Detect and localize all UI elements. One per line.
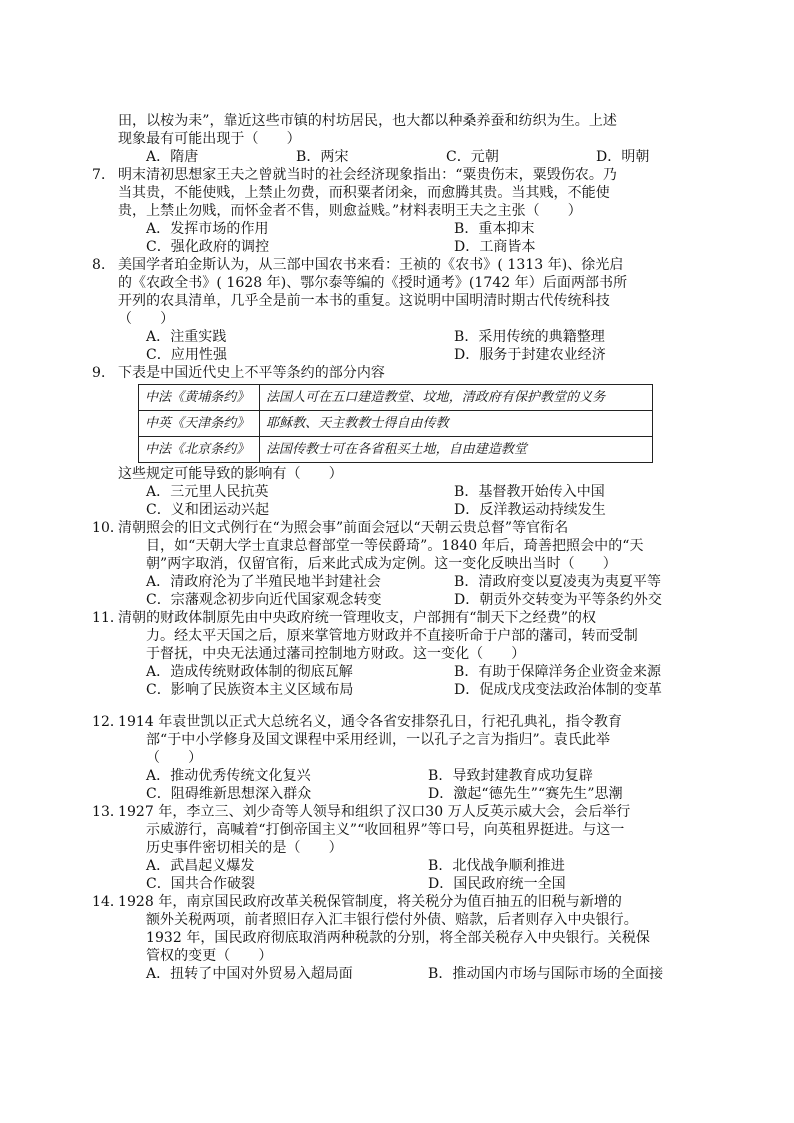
question-13-options — [146, 857, 678, 893]
option-b[interactable]: B．推动国内市场与国际市场的全面接 — [428, 966, 664, 982]
question-11-line-2: 力。经太平天国之后，原来掌管地方财政并不直接听命于户部的藩司，转而受制 — [146, 628, 638, 644]
question-6-continued — [118, 112, 678, 166]
option-d[interactable]: D．明朝 — [596, 149, 650, 165]
option-c[interactable]: C．宗藩观念初步向近代国家观念转变 — [146, 592, 382, 608]
question-11-line-1: 11．清朝的财政体制原先由中央政府统一管理收支，户部拥有“制天下之经费”的权 — [92, 610, 597, 626]
treaty-content: 耶稣教、天主教教士得自由传教 — [260, 411, 653, 437]
treaty-name: 中英《天津条约》 — [139, 411, 260, 437]
question-12-line-3: （ ） — [146, 750, 203, 766]
option-d[interactable]: D．服务于封建农业经济 — [454, 347, 606, 363]
question-number: 11． — [92, 610, 124, 626]
question-8-line-4: （ ） — [118, 311, 175, 327]
question-7-options — [146, 220, 678, 256]
question-6-line-1: 田，以桉为耒”，靠近这些市镇的村坊居民，也大都以种桑养蚕和纺织为生。上述 — [118, 113, 617, 129]
question-number: 13． — [92, 804, 124, 820]
table-row — [139, 437, 653, 463]
question-10-line-2: 目，如“天朝大学士直隶总督部堂一等侯爵琦”。1840 年后，琦善把照会中的“天 — [146, 538, 644, 554]
question-10-line-1: 10．清朝照会的旧文式例行在“为照会事”前面会冠以“天朝云贵总督”等官衔名 — [92, 520, 569, 536]
treaty-name: 中法《北京条约》 — [139, 437, 260, 463]
option-b[interactable]: B．采用传统的典籍整理 — [454, 329, 605, 345]
treaty-table — [138, 384, 653, 463]
option-d[interactable]: D．朝贡外交转变为平等条约外交 — [454, 592, 662, 608]
question-9-after: 这些规定可能导致的影响有（ ） — [118, 466, 343, 482]
question-11 — [92, 609, 678, 699]
option-b[interactable]: B．清政府变以夏凌夷为夷夏平等 — [454, 574, 662, 590]
option-d[interactable]: D．促成戊戌变法政治体制的变革 — [454, 682, 662, 698]
option-d[interactable]: D．国民政府统一全国 — [428, 876, 566, 892]
question-11-line-3: 于督抚，中央无法通过藩司控制地方财政。这一变化（ ） — [146, 646, 526, 662]
question-10-line-3: 朝”两字取消，仅留官衔，后来此式成为定例。这一变化反映出当时（ ） — [146, 556, 617, 572]
option-c[interactable]: C．义和团运动兴起 — [146, 502, 270, 518]
question-14-line-3: 1932 年，国民政府彻底取消两种税款的分别，将全部关税存入中央银行。关税保 — [146, 930, 650, 946]
option-c[interactable]: C．阻碍维新思想深入群众 — [146, 786, 312, 802]
question-12-options — [146, 767, 678, 803]
question-14-line-1: 14．1928 年，南京国民政府改革关税保管制度，将关税分为值百抽五的旧税与新增的 — [92, 894, 622, 910]
question-number: 14． — [92, 894, 124, 910]
question-9 — [92, 364, 678, 519]
question-7-line-2: 当其贵，不能使贱，上禁止勿费，而积粟者闭籴，而愈腾其贵。当其贱，不能使 — [118, 185, 610, 201]
option-a[interactable]: A．注重实践 — [146, 329, 227, 345]
question-number: 10． — [92, 520, 124, 536]
question-7-line-3: 贵，上禁止勿贱，而怀金者不售，则愈益贱。”材料表明王夫之主张（ ） — [118, 203, 582, 219]
question-14-line-4: 管权的变更（ ） — [146, 948, 273, 964]
exam-content — [92, 112, 678, 983]
question-7 — [92, 166, 678, 256]
option-c[interactable]: C．强化政府的调控 — [146, 239, 270, 255]
table-row — [139, 385, 653, 411]
option-b[interactable]: B．两宋 — [296, 149, 349, 165]
option-b[interactable]: B．重本抑末 — [454, 221, 535, 237]
question-11-options — [146, 663, 678, 699]
option-a[interactable]: A．清政府沦为了半殖民地半封建社会 — [146, 574, 381, 590]
question-12-line-1: 12．1914 年袁世凯以正式大总统名义，通令各省安排祭孔日，行祀孔典礼，指令教育 — [92, 714, 622, 730]
question-14-line-2: 额外关税两项，前者照旧存入汇丰银行偿付外债、赔款，后者则存入中央银行。 — [146, 912, 638, 928]
treaty-content: 法国人可在五口建造教堂、坟地，清政府有保护教堂的义务 — [260, 385, 653, 411]
option-a[interactable]: A．造成传统财政体制的彻底瓦解 — [146, 664, 353, 680]
question-6-line-2: 现象最有可能出现于（ ） — [118, 131, 301, 147]
question-14 — [92, 893, 678, 983]
option-b[interactable]: B．有助于保障洋务企业资金来源 — [454, 664, 662, 680]
question-8-line-3: 开列的农具清单，几乎全是前一本书的重复。这说明中国明清时期古代传统科技 — [118, 293, 610, 309]
question-7-line-1: 7． 明末清初思想家王夫之曾就当时的社会经济现象指出：“粟贵伤末，粟毁伤农。乃 — [92, 167, 617, 183]
question-9-line-1: 9． 下表是中国近代史上不平等条约的部分内容 — [92, 365, 385, 381]
question-8-line-1: 8． 美国学者珀金斯认为，从三部中国农书来看：王祯的《农书》( 1313 年)、徐光启 — [92, 257, 624, 273]
table-row — [139, 411, 653, 437]
question-8 — [92, 256, 678, 364]
question-13-line-3: 历史事件密切相关的是（ ） — [146, 840, 343, 856]
spacer — [118, 699, 678, 713]
question-10-options — [146, 573, 678, 609]
treaty-name: 中法《黄埔条约》 — [139, 385, 260, 411]
question-13-line-1: 13．1927 年，李立三、刘少奇等人领导和组织了汉口30 万人反英示威大会，会后举行 — [92, 804, 631, 820]
question-6-options — [146, 148, 678, 166]
option-a[interactable]: A．隋唐 — [146, 149, 199, 165]
option-a[interactable]: A．三元里人民抗英 — [146, 484, 269, 500]
question-8-options — [146, 328, 678, 364]
question-10 — [92, 519, 678, 609]
question-14-options — [146, 965, 678, 983]
question-9-options — [146, 483, 678, 519]
question-number: 8． — [92, 257, 116, 273]
question-number: 9． — [92, 365, 116, 381]
treaty-content: 法国传教士可在各省租买土地，自由建造教堂 — [260, 437, 653, 463]
option-c[interactable]: C．元朝 — [446, 149, 499, 165]
option-a[interactable]: A．扭转了中国对外贸易入超局面 — [146, 966, 353, 982]
option-b[interactable]: B．基督教开始传入中国 — [454, 484, 605, 500]
option-c[interactable]: C．国共合作破裂 — [146, 876, 256, 892]
question-number: 12． — [92, 714, 124, 730]
option-c[interactable]: C．影响了民族资本主义区域布局 — [146, 682, 354, 698]
option-d[interactable]: D．工商皆本 — [454, 239, 536, 255]
option-b[interactable]: B．导致封建教育成功复辟 — [428, 768, 593, 784]
option-b[interactable]: B．北伐战争顺利推进 — [428, 858, 565, 874]
option-d[interactable]: D．激起“德先生”“赛先生”思潮 — [428, 786, 623, 802]
option-a[interactable]: A．武昌起义爆发 — [146, 858, 255, 874]
option-c[interactable]: C．应用性强 — [146, 347, 228, 363]
question-13 — [92, 803, 678, 893]
question-8-line-2: 的《农政全书》( 1628 年)、鄂尔泰等编的《授时通考》(1742 年）后面两部书所 — [118, 275, 628, 291]
question-12-line-2: 部“于中小学修身及国文课程中采用经训，一以孔子之言为指归”。袁氏此举 — [146, 732, 611, 748]
option-a[interactable]: A．发挥市场的作用 — [146, 221, 269, 237]
question-12 — [92, 713, 678, 803]
question-13-line-2: 示威游行，高喊着“打倒帝国主义”“收回租界”等口号，向英租界挺进。与这一 — [146, 822, 625, 838]
question-number: 7． — [92, 167, 116, 183]
option-d[interactable]: D．反洋教运动持续发生 — [454, 502, 606, 518]
option-a[interactable]: A．推动优秀传统文化复兴 — [146, 768, 311, 784]
